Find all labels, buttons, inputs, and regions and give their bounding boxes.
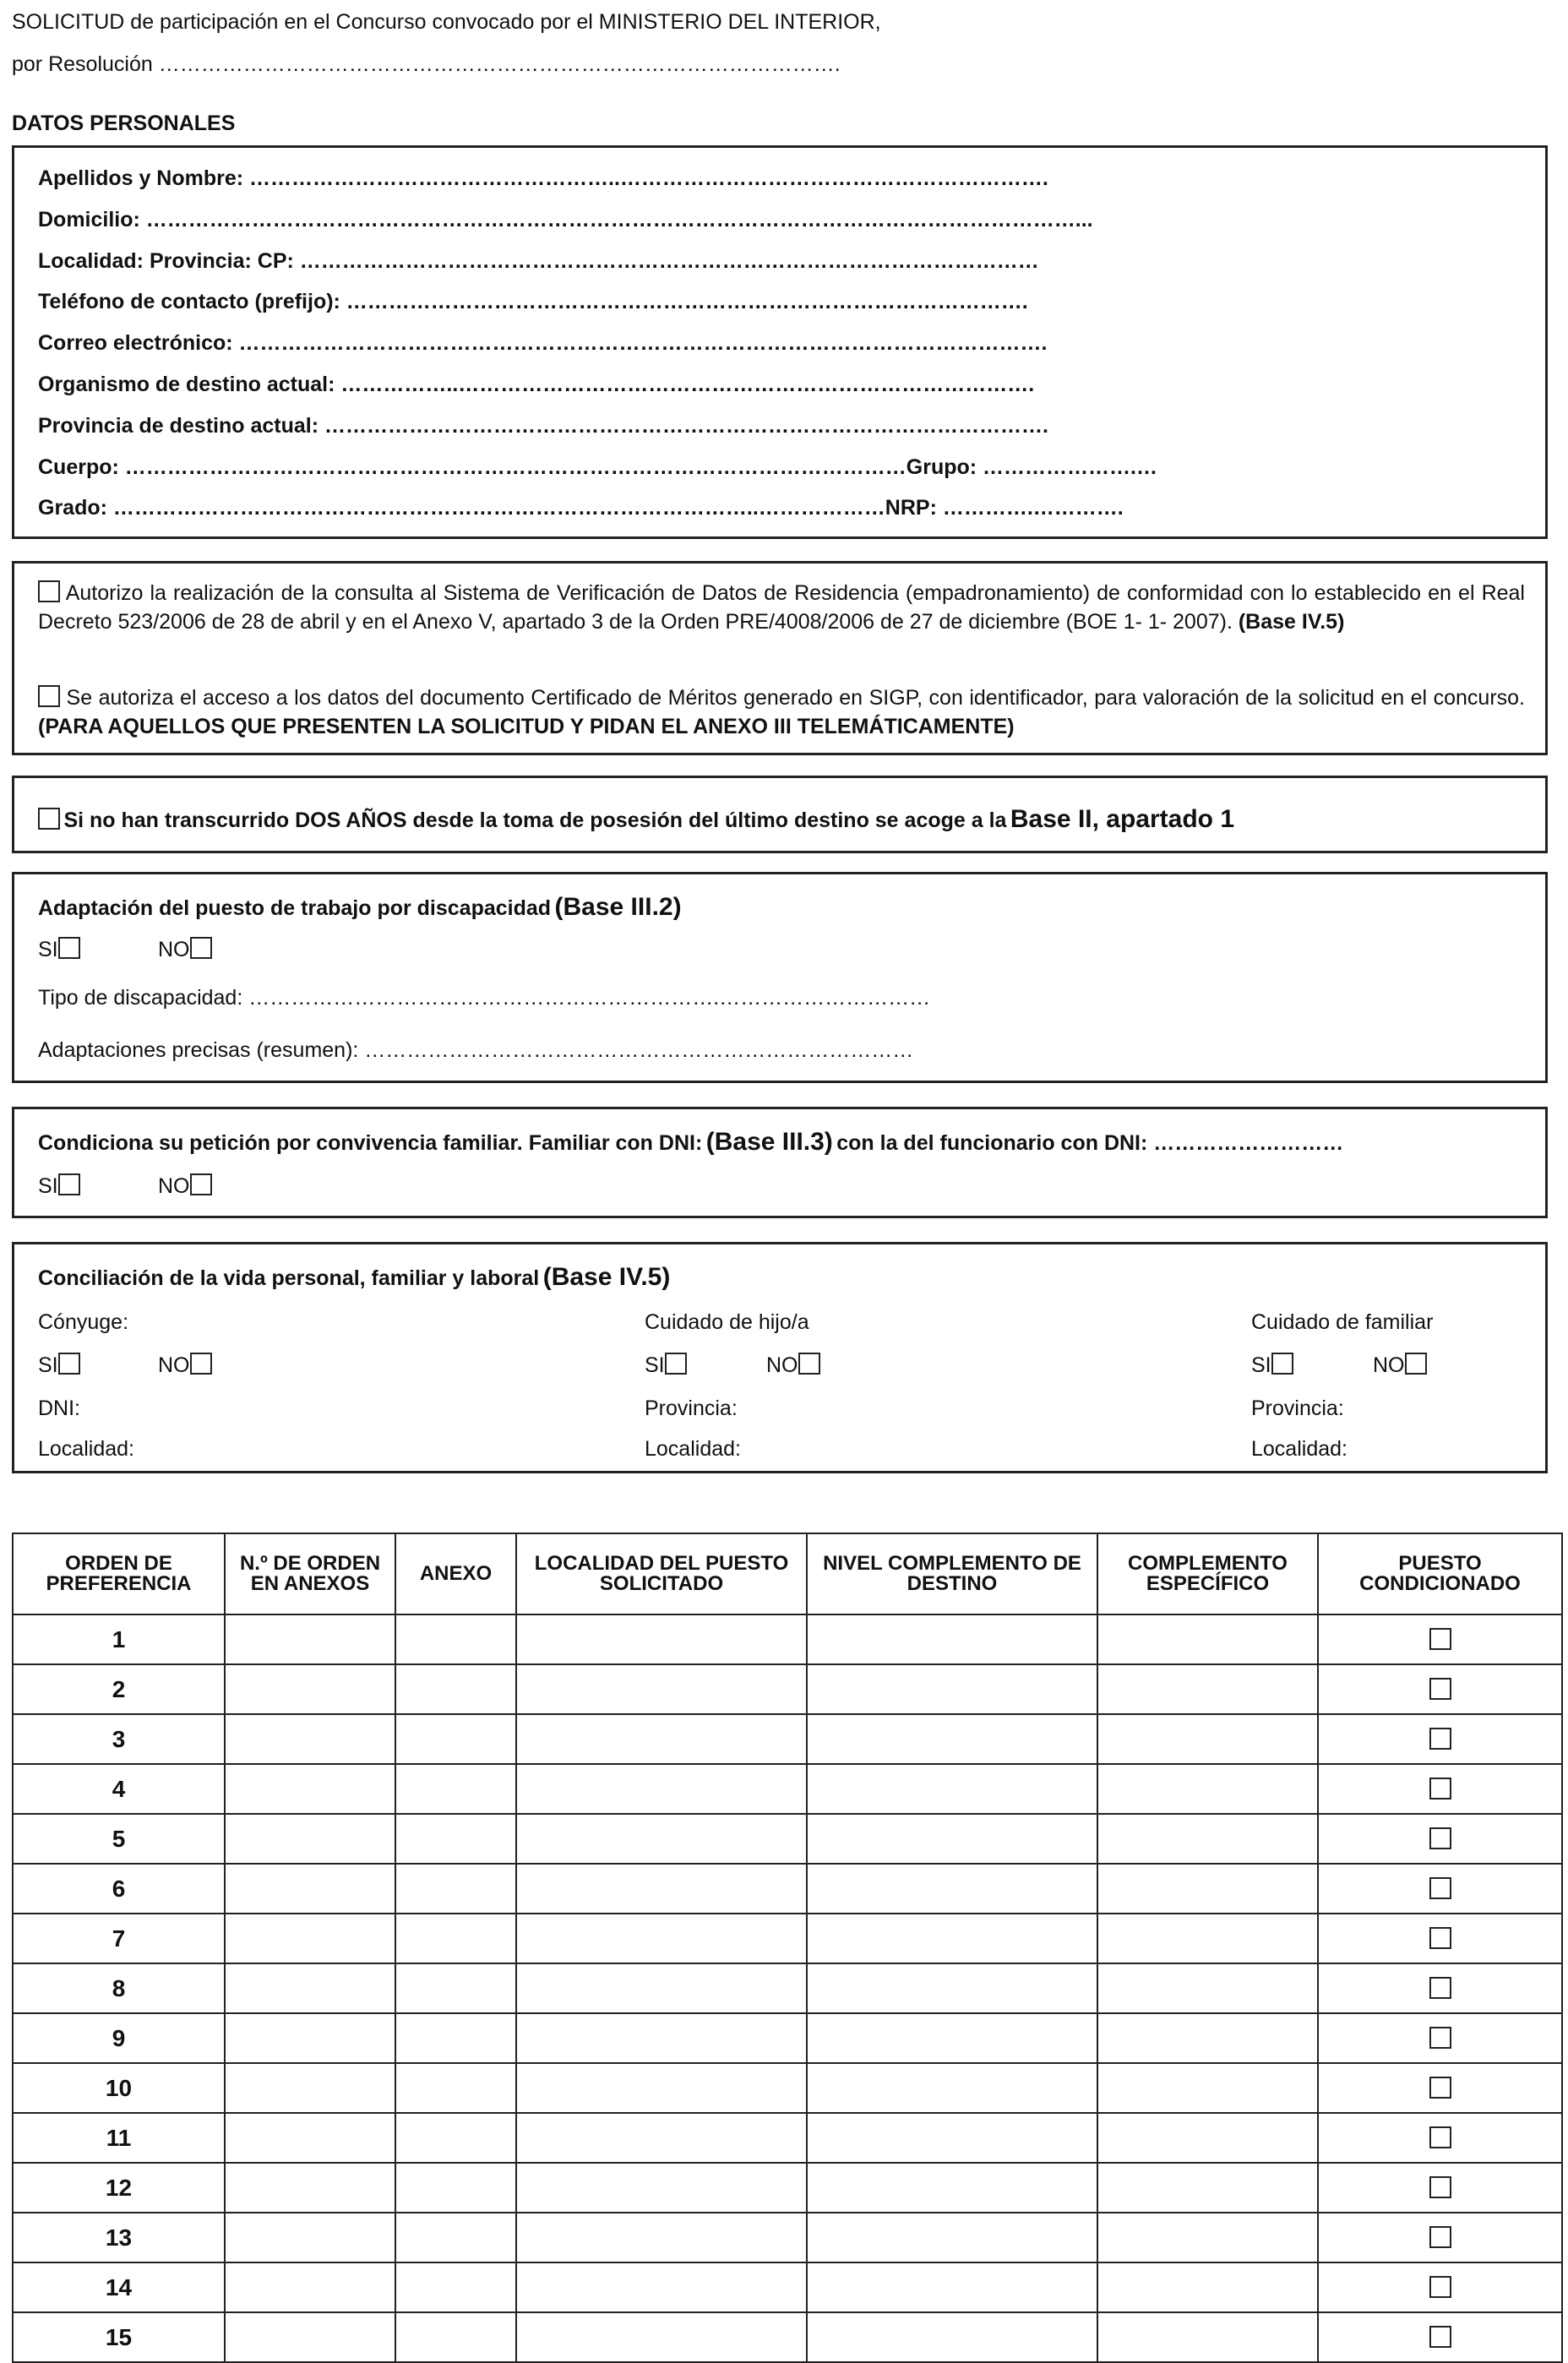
localidad-cell[interactable] [516, 1664, 807, 1714]
puesto-condicionado-cell [1318, 1814, 1562, 1864]
field-telefono[interactable]: Teléfono de contacto (prefijo): ……………………………………………………………………………………. [38, 290, 1028, 313]
puesto-condicionado-cell [1318, 2013, 1562, 2063]
puesto-condicionado-cell [1318, 2063, 1562, 2113]
convivencia-title [38, 1128, 1343, 1157]
orden-preferencia-cell: 13 [13, 2213, 225, 2262]
convivencia-si-label: SI [38, 1174, 58, 1198]
anexo-cell[interactable] [395, 1714, 516, 1764]
anexo-cell[interactable] [395, 2163, 516, 2213]
especifico-cell[interactable] [1097, 1914, 1318, 1963]
puesto-condicionado-cell [1318, 1714, 1562, 1764]
table-row [13, 2213, 1562, 2262]
nivel-cell[interactable] [807, 1963, 1097, 2013]
autorizacion-sigp-checkbox[interactable] [38, 685, 60, 707]
conyuge-no-option [158, 1353, 212, 1376]
especifico-cell[interactable] [1097, 1714, 1318, 1764]
cuidado-familiar-heading: Cuidado de familiar [1251, 1310, 1434, 1334]
puesto-condicionado-cell [1318, 2262, 1562, 2312]
convivencia-no-option [158, 1173, 212, 1197]
cuidado-familiar-no-checkbox[interactable] [1405, 1353, 1427, 1375]
anexo-cell[interactable] [395, 1764, 516, 1814]
field-organismo-destino[interactable]: Organismo de destino actual: ……………..………………………………………………………………………. [38, 373, 1035, 396]
adaptacion-no-checkbox[interactable] [190, 937, 212, 959]
field-tipo-discapacidad[interactable]: Tipo de discapacidad: ………………………………………………………….………………………… [38, 986, 931, 1010]
orden-preferencia-cell: 4 [13, 1764, 225, 1814]
cuidado-hijo-si-label: SI [645, 1353, 665, 1377]
puesto-condicionado-cell [1318, 2113, 1562, 2163]
conyuge-no-label: NO [158, 1353, 190, 1377]
col-header-complemento-especifico: COMPLEMENTO ESPECÍFICO [1097, 1533, 1318, 1614]
autorizacion-sigp-note: (PARA AQUELLOS QUE PRESENTEN LA SOLICITUD Y PIDAN EL ANEXO III TELEMÁTICAMENTE) [38, 715, 1015, 738]
orden-anexos-cell[interactable] [225, 1963, 395, 2013]
nivel-cell[interactable] [807, 1614, 1097, 1664]
orden-anexos-cell[interactable] [225, 1614, 395, 1664]
col-header-orden-anexos: N.º DE ORDEN EN ANEXOS [225, 1533, 395, 1614]
conciliacion-box [12, 1242, 1548, 1473]
adaptacion-si-label: SI [38, 938, 58, 961]
nivel-cell[interactable] [807, 1814, 1097, 1864]
adaptacion-title-text: Adaptación del puesto de trabajo por discapacidad [38, 896, 552, 920]
cuidado-hijo-heading: Cuidado de hijo/a [645, 1310, 809, 1334]
nivel-cell[interactable] [807, 2312, 1097, 2362]
convivencia-si-option [38, 1173, 80, 1197]
col-header-orden-preferencia: ORDEN DE PREFERENCIA [13, 1533, 225, 1614]
dos-anos-box [12, 776, 1548, 853]
header-line-2: por Resolución ……………………………………………………………………………………. [12, 52, 841, 76]
adaptacion-si-checkbox[interactable] [58, 937, 80, 959]
puesto-condicionado-checkbox[interactable] [1429, 1628, 1451, 1650]
puesto-condicionado-checkbox[interactable] [1429, 2276, 1451, 2298]
cuidado-hijo-no-checkbox[interactable] [798, 1353, 820, 1375]
orden-anexos-cell[interactable] [225, 1864, 395, 1914]
table-row [13, 1664, 1562, 1714]
especifico-cell[interactable] [1097, 1664, 1318, 1714]
cuidado-familiar-no-label: NO [1373, 1353, 1405, 1377]
especifico-cell[interactable] [1097, 2063, 1318, 2113]
orden-anexos-cell[interactable] [225, 2113, 395, 2163]
puesto-condicionado-checkbox[interactable] [1429, 2176, 1451, 2198]
nivel-cell[interactable] [807, 2213, 1097, 2262]
conciliacion-title-text: Conciliación de la vida personal, familiar y laboral [38, 1266, 540, 1290]
puesto-condicionado-cell [1318, 1614, 1562, 1664]
anexo-cell[interactable] [395, 2312, 516, 2362]
orden-preferencia-cell: 14 [13, 2262, 225, 2312]
cuidado-familiar-no-option [1373, 1353, 1427, 1376]
especifico-cell[interactable] [1097, 2013, 1318, 2063]
localidad-cell[interactable] [516, 2163, 807, 2213]
nivel-cell[interactable] [807, 1914, 1097, 1963]
table-row [13, 1814, 1562, 1864]
table-row [13, 1714, 1562, 1764]
localidad-cell[interactable] [516, 2213, 807, 2262]
table-row [13, 2013, 1562, 2063]
especifico-cell[interactable] [1097, 2213, 1318, 2262]
col-header-localidad-puesto: LOCALIDAD DEL PUESTO SOLICITADO [516, 1533, 807, 1614]
autorizacion-residencia-paragraph [38, 579, 1525, 636]
autorizacion-sigp-text: Se autoriza el acceso a los datos del documento Certificado de Méritos generado en SIGP, con identificador, para valoración de la solicitud en el concurso. [66, 686, 1525, 710]
puesto-condicionado-cell [1318, 1864, 1562, 1914]
anexo-cell[interactable] [395, 2063, 516, 2113]
convivencia-si-checkbox[interactable] [58, 1173, 80, 1195]
anexo-cell[interactable] [395, 1914, 516, 1963]
conciliacion-title-base: (Base IV.5) [542, 1263, 671, 1291]
puesto-condicionado-checkbox[interactable] [1429, 1977, 1451, 1999]
puesto-condicionado-cell [1318, 2213, 1562, 2262]
autorizacion-residencia-text: Autorizo la realización de la consulta al Sistema de Verificación de Datos de Residencia (empadronamiento) de conformidad con lo establecido en el Real Decreto 523/2006 de 28 de abril y en el Anexo V, apartado 3 de la Orden PRE/4008/2006 de 27 de diciembre (BOE 1- 1- 2007). [38, 581, 1525, 634]
cuidado-familiar-si-label: SI [1251, 1353, 1271, 1377]
adaptacion-no-option [158, 937, 212, 961]
localidad-cell[interactable] [516, 1614, 807, 1664]
orden-anexos-cell[interactable] [225, 1714, 395, 1764]
cuidado-hijo-localidad-field[interactable]: Localidad: [645, 1437, 741, 1461]
cuidado-familiar-si-option [1251, 1353, 1293, 1376]
puesto-condicionado-checkbox[interactable] [1429, 1827, 1451, 1849]
localidad-cell[interactable] [516, 2013, 807, 2063]
orden-anexos-cell[interactable] [225, 1914, 395, 1963]
conyuge-dni-field[interactable]: DNI: [38, 1397, 80, 1420]
cuidado-familiar-localidad-field[interactable]: Localidad: [1251, 1437, 1348, 1461]
orden-preferencia-cell: 9 [13, 2013, 225, 2063]
localidad-cell[interactable] [516, 1764, 807, 1814]
cuidado-familiar-provincia-field[interactable]: Provincia: [1251, 1397, 1344, 1420]
convivencia-title-base: (Base III.3) [705, 1128, 833, 1156]
puesto-condicionado-cell [1318, 1963, 1562, 2013]
dos-anos-checkbox[interactable] [38, 808, 60, 830]
puesto-condicionado-checkbox[interactable] [1429, 1778, 1451, 1799]
orden-anexos-cell[interactable] [225, 2312, 395, 2362]
puesto-condicionado-checkbox[interactable] [1429, 1927, 1451, 1949]
autorizacion-box [12, 561, 1548, 755]
orden-preferencia-cell: 6 [13, 1864, 225, 1914]
especifico-cell[interactable] [1097, 2262, 1318, 2312]
localidad-cell[interactable] [516, 2113, 807, 2163]
col-header-nivel-complemento: NIVEL COMPLEMENTO DE DESTINO [807, 1533, 1097, 1614]
especifico-cell[interactable] [1097, 1614, 1318, 1664]
col-header-puesto-condicionado: PUESTO CONDICIONADO [1318, 1533, 1562, 1614]
table-row [13, 1614, 1562, 1664]
autorizacion-sigp-paragraph [38, 683, 1525, 741]
nivel-cell[interactable] [807, 1864, 1097, 1914]
anexo-cell[interactable] [395, 1614, 516, 1664]
table-header-row [13, 1533, 1562, 1614]
anexo-cell[interactable] [395, 1864, 516, 1914]
table-row [13, 2063, 1562, 2113]
orden-preferencia-cell: 10 [13, 2063, 225, 2113]
datos-personales-box [12, 145, 1548, 539]
conyuge-heading: Cónyuge: [38, 1310, 129, 1334]
table-row [13, 2113, 1562, 2163]
nivel-cell[interactable] [807, 2163, 1097, 2213]
orden-anexos-cell[interactable] [225, 1814, 395, 1864]
puesto-condicionado-checkbox[interactable] [1429, 1678, 1451, 1700]
field-adaptaciones-precisas[interactable]: Adaptaciones precisas (resumen): …………………………………………………………………… [38, 1038, 914, 1062]
orden-anexos-cell[interactable] [225, 2063, 395, 2113]
orden-anexos-cell[interactable] [225, 1664, 395, 1714]
orden-preferencia-cell: 12 [13, 2163, 225, 2213]
especifico-cell[interactable] [1097, 1814, 1318, 1864]
nivel-cell[interactable] [807, 2113, 1097, 2163]
puesto-condicionado-cell [1318, 2312, 1562, 2362]
anexo-cell[interactable] [395, 1814, 516, 1864]
especifico-cell[interactable] [1097, 1864, 1318, 1914]
conyuge-localidad-field[interactable]: Localidad: [38, 1437, 134, 1461]
nivel-cell[interactable] [807, 1714, 1097, 1764]
adaptacion-title-base: (Base III.2) [554, 893, 682, 921]
dos-anos-row [38, 805, 1234, 834]
localidad-cell[interactable] [516, 1963, 807, 2013]
orden-anexos-cell[interactable] [225, 2262, 395, 2312]
convivencia-no-checkbox[interactable] [190, 1173, 212, 1195]
conyuge-si-option [38, 1353, 80, 1376]
puesto-condicionado-checkbox[interactable] [1429, 1877, 1451, 1899]
orden-preferencia-cell: 11 [13, 2113, 225, 2163]
localidad-cell[interactable] [516, 1814, 807, 1864]
especifico-cell[interactable] [1097, 1963, 1318, 2013]
field-localidad-provincia-cp[interactable]: Localidad: Provincia: CP: …………………………………………………………………………………………… [38, 249, 1039, 273]
convivencia-box [12, 1107, 1548, 1218]
convivencia-no-label: NO [158, 1174, 190, 1198]
localidad-cell[interactable] [516, 1864, 807, 1914]
puesto-condicionado-checkbox[interactable] [1429, 2077, 1451, 2099]
puesto-condicionado-cell [1318, 1664, 1562, 1714]
orden-preferencia-cell: 8 [13, 1963, 225, 2013]
table-row [13, 2262, 1562, 2312]
cuidado-hijo-no-label: NO [766, 1353, 798, 1377]
adaptacion-title [38, 893, 682, 922]
localidad-cell[interactable] [516, 2312, 807, 2362]
cuidado-familiar-si-checkbox[interactable] [1271, 1353, 1293, 1375]
adaptacion-si-option [38, 937, 80, 961]
puesto-condicionado-cell [1318, 1914, 1562, 1963]
anexo-cell[interactable] [395, 2013, 516, 2063]
orden-preferencia-cell: 15 [13, 2312, 225, 2362]
table-row [13, 1963, 1562, 2013]
field-correo[interactable]: Correo electrónico: ……………………………………………………………………………………………………. [38, 331, 1048, 355]
orden-anexos-cell[interactable] [225, 1764, 395, 1814]
anexo-cell[interactable] [395, 2213, 516, 2262]
cuidado-hijo-provincia-field[interactable]: Provincia: [645, 1397, 738, 1420]
nivel-cell[interactable] [807, 2063, 1097, 2113]
orden-preferencia-cell: 5 [13, 1814, 225, 1864]
convivencia-title-text: Condiciona su petición por convivencia familiar. Familiar con DNI: [38, 1131, 703, 1155]
section-title-datos-personales: DATOS PERSONALES [12, 112, 236, 135]
conciliacion-title [38, 1263, 670, 1292]
puesto-condicionado-checkbox[interactable] [1429, 2326, 1451, 2348]
orden-anexos-cell[interactable] [225, 2013, 395, 2063]
localidad-cell[interactable] [516, 1714, 807, 1764]
header-line-1: SOLICITUD de participación en el Concurso convocado por el MINISTERIO DEL INTERIOR, [12, 10, 881, 34]
anexo-cell[interactable] [395, 1963, 516, 2013]
col-header-anexo: ANEXO [395, 1533, 516, 1614]
preference-table [12, 1533, 1563, 2363]
adaptacion-no-label: NO [158, 938, 190, 961]
nivel-cell[interactable] [807, 2013, 1097, 2063]
orden-anexos-cell[interactable] [225, 2213, 395, 2262]
especifico-cell[interactable] [1097, 2163, 1318, 2213]
field-cuerpo-grupo[interactable]: Cuerpo: …………………………………………………………………………………………………Grupo: ………………….… [38, 455, 1157, 479]
field-grado-nrp[interactable]: Grado: ………………………………………………………………………………..………………NRP: ………….…………. [38, 496, 1124, 520]
especifico-cell[interactable] [1097, 2113, 1318, 2163]
table-row [13, 1864, 1562, 1914]
puesto-condicionado-cell [1318, 2163, 1562, 2213]
convivencia-dni-field[interactable]: con la del funcionario con DNI: ……………………… [836, 1131, 1344, 1155]
conyuge-no-checkbox[interactable] [190, 1353, 212, 1375]
puesto-condicionado-checkbox[interactable] [1429, 2027, 1451, 2049]
puesto-condicionado-cell [1318, 1764, 1562, 1814]
anexo-cell[interactable] [395, 2262, 516, 2312]
conyuge-si-checkbox[interactable] [58, 1353, 80, 1375]
table-row [13, 1914, 1562, 1963]
adaptacion-box [12, 872, 1548, 1083]
field-domicilio[interactable]: Domicilio: ……………………………………………………………………………………………………………………... [38, 208, 1093, 231]
orden-preferencia-cell: 7 [13, 1914, 225, 1963]
cuidado-hijo-no-option [766, 1353, 820, 1376]
nivel-cell[interactable] [807, 2262, 1097, 2312]
anexo-cell[interactable] [395, 1664, 516, 1714]
autorizacion-residencia-checkbox[interactable] [38, 580, 60, 602]
dos-anos-base: Base II, apartado 1 [1010, 805, 1234, 833]
especifico-cell[interactable] [1097, 1764, 1318, 1814]
orden-preferencia-cell: 2 [13, 1664, 225, 1714]
localidad-cell[interactable] [516, 2063, 807, 2113]
dos-anos-text: Si no han transcurrido DOS AÑOS desde la toma de posesión del último destino se acoge a la [63, 809, 1007, 832]
anexo-cell[interactable] [395, 2113, 516, 2163]
nivel-cell[interactable] [807, 1764, 1097, 1814]
conyuge-si-label: SI [38, 1353, 58, 1377]
nivel-cell[interactable] [807, 1664, 1097, 1714]
puesto-condicionado-checkbox[interactable] [1429, 2126, 1451, 2148]
field-provincia-destino[interactable]: Provincia de destino actual: …………………………………………………………………………………………. [38, 414, 1048, 438]
cuidado-hijo-si-option [645, 1353, 687, 1376]
table-row [13, 2312, 1562, 2362]
autorizacion-residencia-base: (Base IV.5) [1238, 610, 1345, 634]
table-row [13, 2163, 1562, 2213]
puesto-condicionado-checkbox[interactable] [1429, 2226, 1451, 2248]
especifico-cell[interactable] [1097, 2312, 1318, 2362]
table-row [13, 1764, 1562, 1814]
localidad-cell[interactable] [516, 2262, 807, 2312]
puesto-condicionado-checkbox[interactable] [1429, 1728, 1451, 1750]
field-apellidos-nombre[interactable]: Apellidos y Nombre: ……………………………………………..……………………………………………………. [38, 166, 1048, 190]
localidad-cell[interactable] [516, 1914, 807, 1963]
orden-anexos-cell[interactable] [225, 2163, 395, 2213]
cuidado-hijo-si-checkbox[interactable] [665, 1353, 687, 1375]
orden-preferencia-cell: 1 [13, 1614, 225, 1664]
orden-preferencia-cell: 3 [13, 1714, 225, 1764]
